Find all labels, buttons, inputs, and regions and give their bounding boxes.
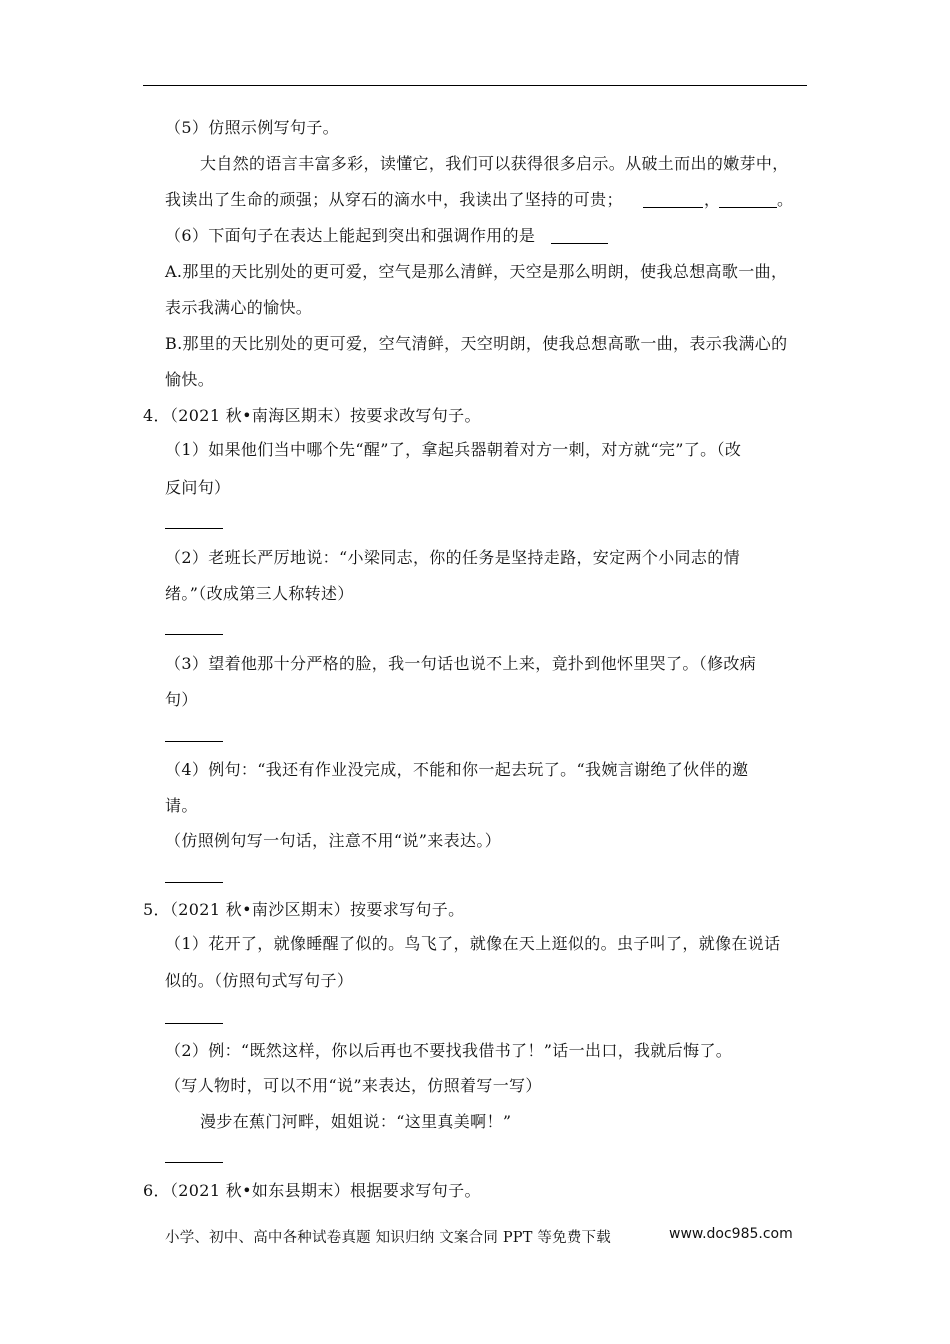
question-5-title: 5．（2021 秋•南沙区期末）按要求写句子。 (143, 900, 465, 919)
q4-item-3-line-1: （3）望着他那十分严格的脸，我一句话也说不上来，竟扑到他怀里哭了。（修改病 (165, 654, 757, 673)
q4-item-1-line-1: （1）如果他们当中哪个先“醒”了，拿起兵器朝着对方一刺，对方就“完”了。（改 (165, 440, 742, 459)
q4-item-1-line-2: 反问句） (165, 478, 231, 497)
subquestion-5-title: （5）仿照示例写句子。 (165, 118, 340, 137)
q5-item-1-line-1: （1）花开了，就像睡醒了似的。鸟飞了，就像在天上逛似的。虫子叫了，就像在说话 (165, 934, 781, 953)
answer-blank (551, 243, 608, 244)
answer-blank (165, 1023, 223, 1024)
blank-period: 。 (777, 190, 794, 209)
footer (165, 1226, 793, 1247)
answer-blank (165, 1162, 223, 1163)
example-paragraph-line-1: 大自然的语言丰富多彩，读懂它，我们可以获得很多启示。从破土而出的嫩芽中， (200, 154, 789, 173)
q4-item-4-instruction: （仿照例句写一句话，注意不用“说”来表达。） (165, 831, 502, 850)
option-b-line-1: B.那里的天比别处的更可爱，空气清鲜，天空明朗，使我总想高歌一曲，表示我满心的 (165, 334, 788, 353)
subquestion-6-title: （6）下面句子在表达上能起到突出和强调作用的是 (165, 226, 536, 245)
q4-item-4-line-2: 请。 (165, 796, 198, 815)
option-a-line-1: A.那里的天比别处的更可爱，空气是那么清鲜，天空是那么明朗，使我总想高歌一曲， (165, 262, 788, 281)
option-b-line-2: 愉快。 (165, 370, 215, 389)
q5-item-1-line-2: 似的。（仿照句式写句子） (165, 971, 354, 990)
q4-item-2-line-1: （2）老班长严厉地说：“小梁同志，你的任务是坚持走路，安定两个小同志的情 (165, 548, 740, 567)
footer-text: 小学、初中、高中各种试卷真题 知识归纳 文案合同 PPT 等免费下载 (165, 1230, 611, 1246)
q5-item-2-example: （2）例：“既然这样，你以后再也不要找我借书了！”话一出口，我就后悔了。 (165, 1041, 733, 1060)
q4-item-4-line-1: （4）例句：“我还有作业没完成，不能和你一起去玩了。“我婉言谢绝了伙伴的邀 (165, 760, 749, 779)
example-paragraph-line-2: 我读出了生命的顽强；从穿石的滴水中，我读出了坚持的可贵； (165, 190, 623, 209)
blank-separator: ， (704, 190, 721, 209)
question-4-title: 4．（2021 秋•南海区期末）按要求改写句子。 (143, 406, 481, 425)
q4-item-2-line-2: 绪。”（改成第三人称转述） (165, 584, 354, 603)
question-6-title: 6．（2021 秋•如东县期末）根据要求写句子。 (143, 1181, 481, 1200)
q4-item-3-line-2: 句） (165, 690, 198, 709)
header-rule (143, 85, 807, 86)
q5-item-2-instruction: （写人物时，可以不用“说”来表达，仿照着写一写） (165, 1076, 542, 1095)
answer-blank (165, 634, 223, 635)
answer-blank (643, 207, 703, 208)
q5-item-2-sentence: 漫步在蕉门河畔，姐姐说：“这里真美啊！” (200, 1112, 512, 1131)
footer-url[interactable]: www.doc985.com (669, 1226, 793, 1242)
option-a-line-2: 表示我满心的愉快。 (165, 298, 313, 317)
answer-blank (165, 741, 223, 742)
answer-blank (165, 882, 223, 883)
answer-blank (165, 528, 223, 529)
answer-blank (719, 207, 777, 208)
